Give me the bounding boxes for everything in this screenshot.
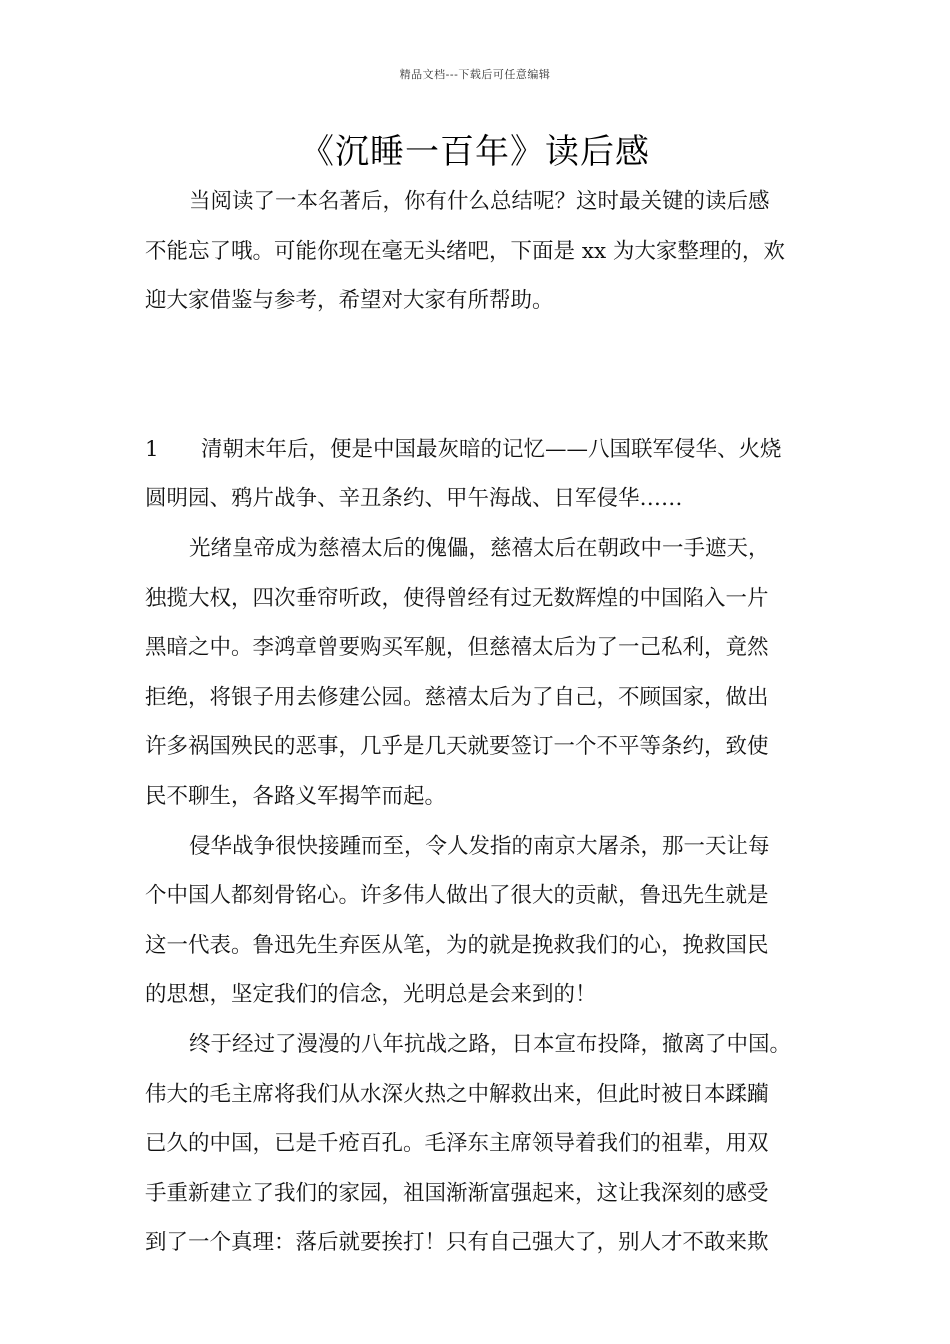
section-number: 1 [145, 436, 159, 462]
intro-paragraph [145, 177, 810, 326]
paragraph-line: 的思想，坚定我们的信念，光明总是会来到的！ [145, 982, 597, 1008]
paragraph-line: 个中国人都刻骨铭心。许多伟人做出了很大的贡献，鲁迅先生就是 [145, 883, 769, 909]
section-line: 圆明园、鸦片战争、辛丑条约、甲午海战、日军侵华…… [145, 486, 683, 512]
intro-line: 迎大家借鉴与参考，希望对大家有所帮助。 [145, 288, 554, 314]
paragraph-line: 光绪皇帝成为慈禧太后的傀儡，慈禧太后在朝政中一手遮天， [189, 535, 770, 561]
paragraph-line: 已久的中国，已是千疮百孔。毛泽东主席领导着我们的祖辈，用双 [145, 1131, 769, 1157]
paragraph-line: 这一代表。鲁迅先生弃医从笔，为的就是挽救我们的心，挽救国民 [145, 932, 769, 958]
paragraph-line: 独揽大权，四次垂帘听政，使得曾经有过无数辉煌的中国陷入一片 [145, 585, 769, 611]
section-1 [145, 425, 810, 524]
intro-line: 不能忘了哦。可能你现在毫无头绪吧，下面是 xx 为大家整理的，欢 [145, 238, 785, 264]
paragraph-line: 伟大的毛主席将我们从水深火热之中解救出来，但此时被日本蹂躏 [145, 1081, 769, 1107]
paragraph-3 [145, 1020, 810, 1268]
paragraph-line: 终于经过了漫漫的八年抗战之路，日本宣布投降，撤离了中国。 [189, 1031, 792, 1057]
section-text: 清朝末年后，便是中国最灰暗的记忆——八国联军侵华、火烧 [201, 436, 782, 462]
header-note: 精品文档---下载后可任意编辑 [399, 68, 551, 81]
paragraph-2 [145, 822, 810, 1020]
paragraph-gap [145, 326, 810, 425]
paragraph-line: 许多祸国殃民的恶事，几乎是几天就要签订一个不平等条约，致使 [145, 734, 769, 760]
paragraph-line: 侵华战争很快接踵而至，令人发指的南京大屠杀，那一天让每 [189, 833, 770, 859]
document-body [145, 177, 810, 1268]
paragraph-line: 到了一个真理：落后就要挨打！只有自己强大了，别人才不敢来欺 [145, 1230, 769, 1256]
paragraph-line: 手重新建立了我们的家园，祖国渐渐富强起来，这让我深刻的感受 [145, 1180, 769, 1206]
paragraph-line: 黑暗之中。李鸿章曾要购买军舰，但慈禧太后为了一己私利，竟然 [145, 635, 769, 661]
intro-line: 当阅读了一本名著后，你有什么总结呢？这时最关键的读后感 [189, 189, 770, 214]
paragraph-line: 民不聊生，各路义军揭竿而起。 [145, 783, 447, 809]
paragraph-line: 拒绝，将银子用去修建公园。慈禧太后为了自己，不顾国家，做出 [145, 684, 769, 710]
paragraph-1 [145, 524, 810, 822]
section-first-line [145, 425, 810, 475]
document-title: 《沉睡一百年》读后感 [300, 132, 650, 172]
